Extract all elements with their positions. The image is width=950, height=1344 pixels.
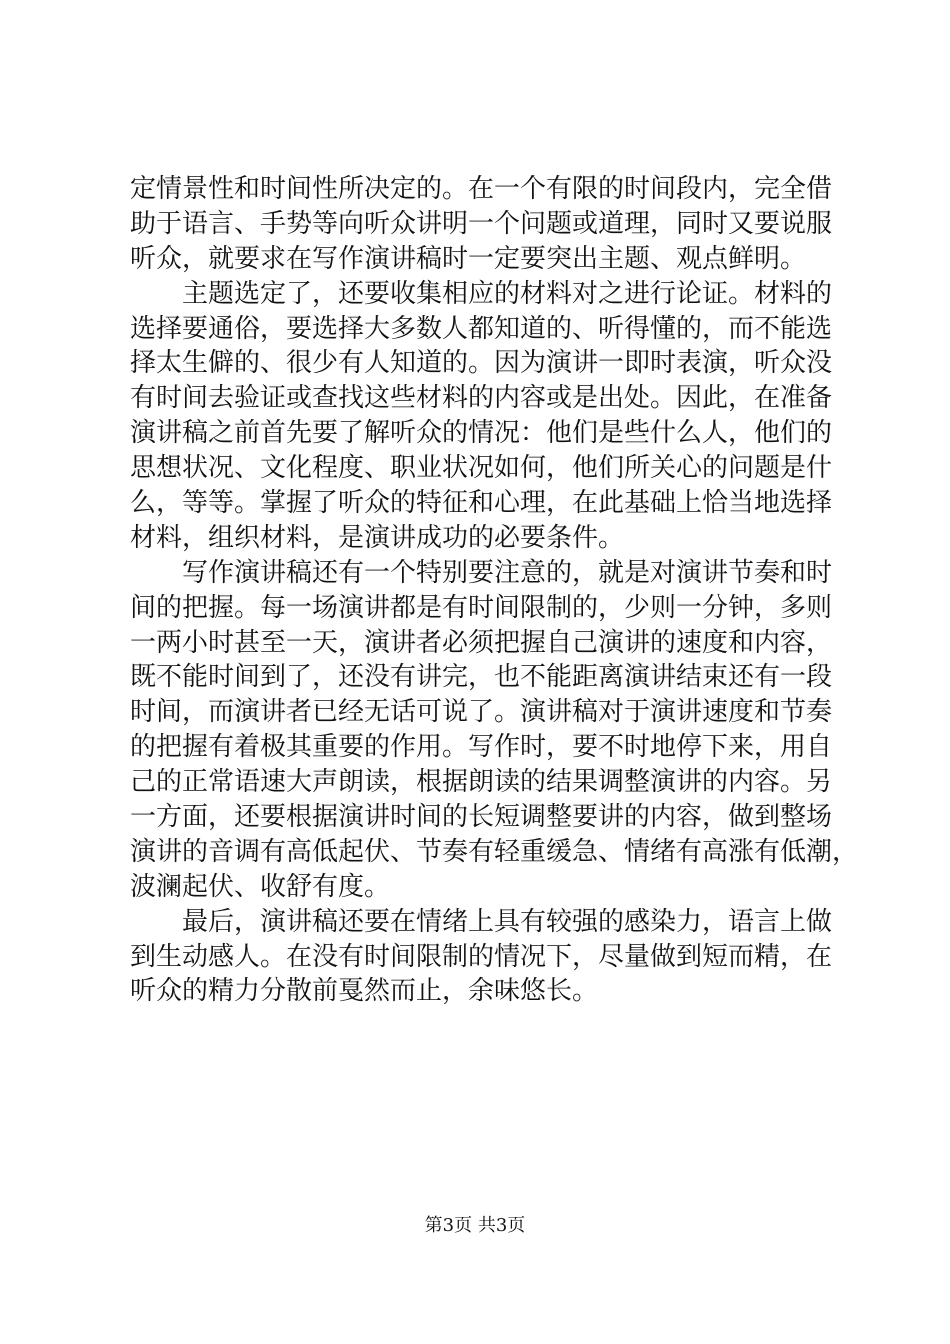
- text-line: 么，等等。掌握了听众的特征和心理，在此基础上恰当地选择: [130, 488, 833, 519]
- text-line: 定情景性和时间性所决定的。在一个有限的时间段内，完全借: [130, 174, 833, 204]
- text-line: 写作演讲稿还有一个特别要注意的，就是对演讲节奏和时: [182, 557, 833, 588]
- text-line: 有时间去验证或查找这些材料的内容或是出处。因此，在准备: [130, 383, 833, 414]
- text-line: 时间，而演讲者已经无话可说了。演讲稿对于演讲速度和节奏: [130, 697, 833, 728]
- text-line: 材料，组织材料，是演讲成功的必要条件。: [130, 522, 625, 553]
- text-line: 己的正常语速大声朗读，根据朗读的结果调整演讲的内容。另: [130, 767, 833, 798]
- text-line: 听众，就要求在写作演讲稿时一定要突出主题、观点鲜明。: [130, 243, 807, 274]
- text-line: 主题选定了，还要收集相应的材料对之进行论证。材料的: [182, 278, 833, 309]
- text-line: 到生动感人。在没有时间限制的情况下，尽量做到短而精，在: [130, 941, 833, 972]
- text-line: 波澜起伏、收舒有度。: [130, 871, 391, 902]
- text-line: 既不能时间到了，还没有讲完，也不能距离演讲结束还有一段: [130, 662, 833, 693]
- text-line: 演讲的音调有高低起伏、节奏有轻重缓急、情绪有高涨有低潮，: [130, 836, 859, 867]
- text-line: 思想状况、文化程度、职业状况如何，他们所关心的问题是什: [130, 453, 833, 484]
- text-line: 最后，演讲稿还要在情绪上具有较强的感染力，语言上做: [182, 906, 833, 937]
- text-line: 间的把握。每一场演讲都是有时间限制的，少则一分钟，多则: [130, 592, 833, 623]
- text-line: 演讲稿之前首先要了解听众的情况：他们是些什么人，他们的: [130, 418, 833, 449]
- text-line: 听众的精力分散前戛然而止，余味悠长。: [130, 976, 599, 1007]
- text-line: 的把握有着极其重要的作用。写作时，要不时地停下来，用自: [130, 732, 833, 763]
- text-line: 择太生僻的、很少有人知道的。因为演讲一即时表演，听众没: [130, 348, 833, 379]
- text-line: 一方面，还要根据演讲时间的长短调整要讲的内容，做到整场: [130, 802, 833, 833]
- text-line: 助于语言、手势等向听众讲明一个问题或道理，同时又要说服: [130, 208, 833, 239]
- body-text: [130, 172, 859, 1009]
- text-line: 一两小时甚至一天，演讲者必须把握自己演讲的速度和内容，: [130, 627, 833, 658]
- text-line: 选择要通俗，要选择大多数人都知道的、听得懂的，而不能选: [130, 313, 833, 344]
- page-footer: 第3页 共3页: [424, 1215, 526, 1236]
